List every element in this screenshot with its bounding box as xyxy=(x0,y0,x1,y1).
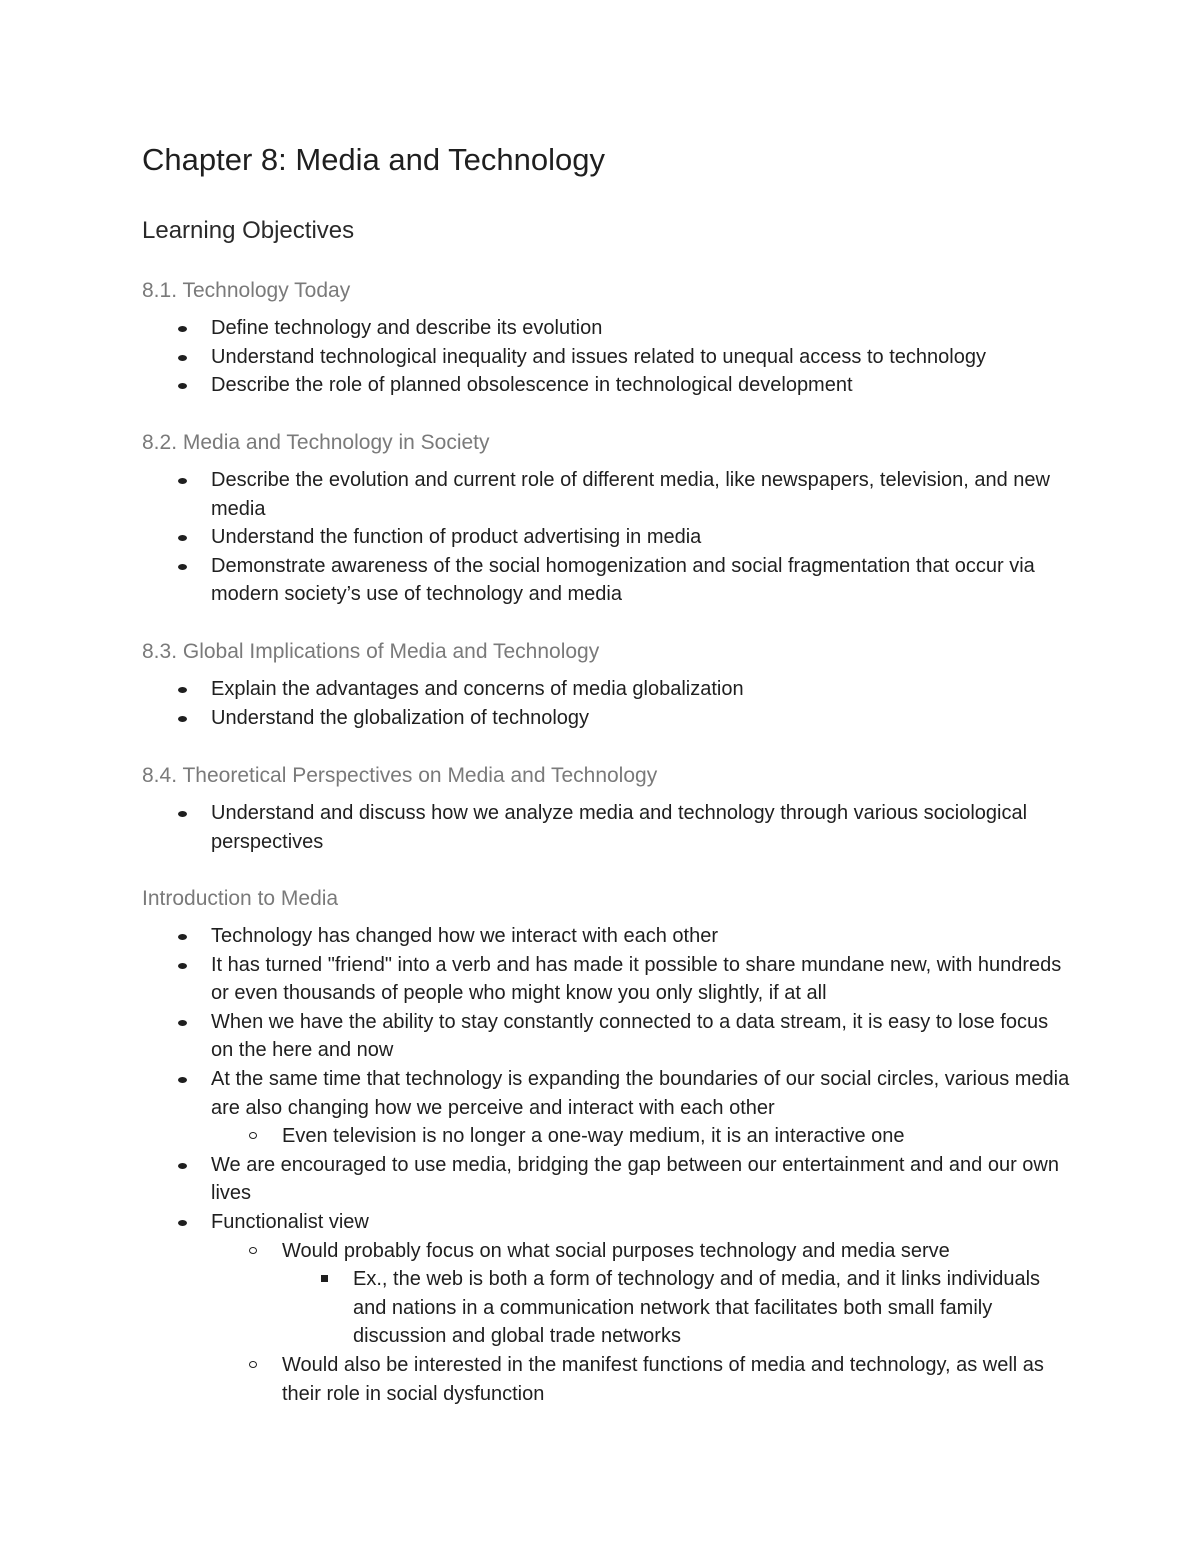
bullet-disc-icon xyxy=(178,687,187,693)
section-heading: Introduction to Media xyxy=(142,887,339,910)
notes-list xyxy=(0,922,1200,1408)
list-item-text: When we have the ability to stay constantly connected to a data stream, it is easy to lose focus on the here and now xyxy=(211,1010,1049,1062)
bullet-disc-icon xyxy=(178,716,187,722)
bullet-disc-icon xyxy=(178,326,187,332)
list-item-text: Describe the role of planned obsolescence in technological development xyxy=(211,374,853,397)
list-item-text: Would probably focus on what social purposes technology and media serve xyxy=(282,1239,950,1262)
list-item-text: At the same time that technology is expanding the boundaries of our social circles, various media are also changing how we perceive and interact with each other xyxy=(211,1067,1070,1119)
bullet-circle-icon xyxy=(249,1361,257,1368)
list-item xyxy=(0,922,1071,951)
objective-list xyxy=(0,799,1200,856)
list-item xyxy=(0,951,1071,1008)
bullet-circle-icon xyxy=(249,1132,257,1139)
list-item xyxy=(0,675,1071,704)
bullet-square-icon xyxy=(321,1275,328,1282)
list-item-text: Ex., the web is both a form of technology and of media, and it links individuals and nations in a communication network that facilitates both small family discussion and global trade networks xyxy=(353,1268,1041,1348)
bullet-circle-icon xyxy=(249,1247,257,1254)
bullet-disc-icon xyxy=(178,1020,187,1026)
learning-objectives-heading: Learning Objectives xyxy=(142,217,355,244)
sub-list-item xyxy=(0,1351,1072,1408)
bullet-disc-icon xyxy=(178,355,187,361)
list-item-text: Describe the evolution and current role of different media, like newspapers, television, and new media xyxy=(211,469,1050,520)
list-item xyxy=(0,1065,1071,1122)
sub-list-item xyxy=(0,1122,1072,1151)
list-item-text: Understand technological inequality and issues related to unequal access to technology xyxy=(211,345,986,368)
list-item xyxy=(0,1208,1071,1237)
sub-list-item xyxy=(0,1237,1072,1266)
list-item xyxy=(0,466,1071,523)
section-media-technology-society xyxy=(0,429,1200,609)
bullet-disc-icon xyxy=(178,383,187,389)
list-item xyxy=(0,1151,1071,1208)
list-item xyxy=(0,704,1071,733)
list-item xyxy=(0,314,1071,343)
section-heading: 8.3. Global Implications of Media and Technology xyxy=(142,640,600,663)
list-item-text: Explain the advantages and concerns of media globalization xyxy=(211,678,744,700)
section-theoretical-perspectives xyxy=(0,762,1200,856)
bullet-disc-icon xyxy=(178,1220,187,1226)
bullet-disc-icon xyxy=(178,564,187,570)
page-title: Chapter 8: Media and Technology xyxy=(142,142,606,177)
list-item xyxy=(0,1008,1071,1065)
section-global-implications xyxy=(0,638,1200,732)
section-heading: 8.1. Technology Today xyxy=(142,279,351,302)
objective-list xyxy=(0,675,1200,732)
list-item xyxy=(0,523,1071,552)
list-item-text: It has turned "friend" into a verb and has made it possible to share mundane new, with hundreds or even thousands of people who might know you only slightly, if at all xyxy=(211,953,1062,1005)
section-technology-today xyxy=(0,277,1200,400)
list-item-text: We are encouraged to use media, bridging the gap between our entertainment and and our own lives xyxy=(211,1153,1059,1205)
list-item-text: Define technology and describe its evolution xyxy=(211,317,603,339)
section-heading: 8.2. Media and Technology in Society xyxy=(142,431,490,454)
list-item-text: Functionalist view xyxy=(211,1210,369,1233)
list-item-text: Understand and discuss how we analyze media and technology through various sociological perspectives xyxy=(211,802,1028,853)
bullet-disc-icon xyxy=(178,1077,187,1083)
list-item-text: Demonstrate awareness of the social homogenization and social fragmentation that occur via modern society’s use of technology and media xyxy=(211,554,1035,606)
section-heading: 8.4. Theoretical Perspectives on Media and Technology xyxy=(142,764,658,787)
list-item xyxy=(0,343,1071,372)
list-item-text: Even television is no longer a one-way medium, it is an interactive one xyxy=(282,1125,905,1148)
list-item xyxy=(0,371,1071,400)
list-item-text: Technology has changed how we interact with each other xyxy=(211,925,718,947)
bullet-disc-icon xyxy=(178,934,187,940)
sub-sub-list-item xyxy=(0,1265,1043,1351)
section-introduction-to-media xyxy=(0,885,1200,1408)
list-item xyxy=(0,799,1071,856)
objective-list xyxy=(0,314,1200,400)
list-item-text: Understand the function of product advertising in media xyxy=(211,526,702,549)
list-item xyxy=(0,552,1071,609)
list-item-text: Would also be interested in the manifest functions of media and technology, as well as their role in social dysfunction xyxy=(282,1353,1044,1405)
bullet-disc-icon xyxy=(178,478,187,484)
list-item-text: Understand the globalization of technology xyxy=(211,706,590,729)
bullet-disc-icon xyxy=(178,1163,187,1169)
bullet-disc-icon xyxy=(178,535,187,541)
bullet-disc-icon xyxy=(178,811,187,817)
objective-list xyxy=(0,466,1200,609)
bullet-disc-icon xyxy=(178,963,187,969)
